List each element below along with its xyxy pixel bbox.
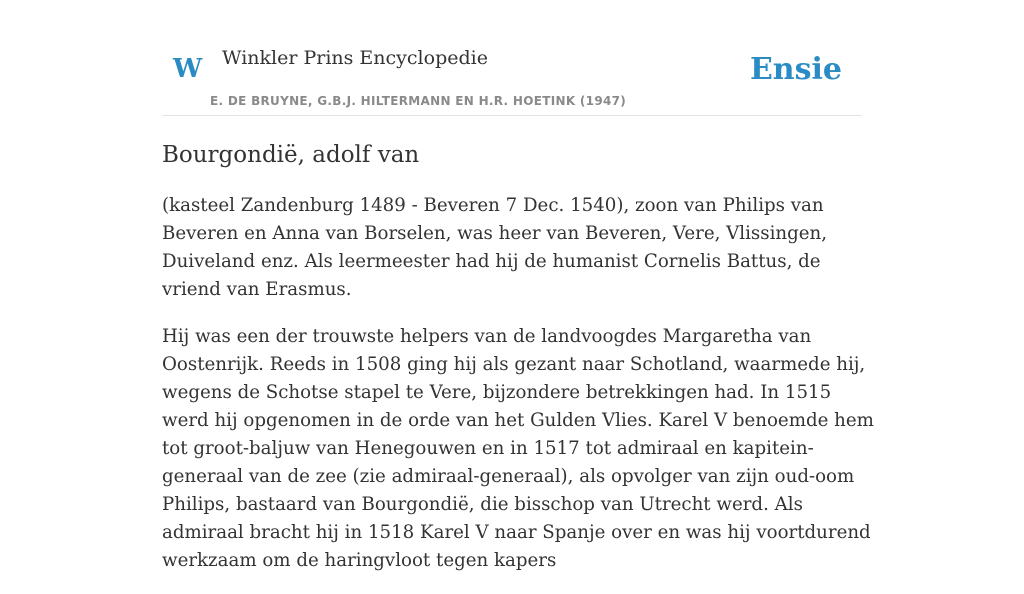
source-header xyxy=(162,0,862,116)
source-logo[interactable]: W xyxy=(173,54,203,84)
article-paragraph: Hij was een der trouwste helpers van de landvoogdes Margaretha van Oostenrijk. Reeds in 1508 ging hij als gezant naar Schotland, waarmede hij, wegens de Schotse stapel te Vere, bijzondere betrekkingen had. In 1515 werd hij opgenomen in de orde van het Gulden Vlies. Karel V benoemde hem tot groot-baljuw van Henegouwen en in 1517 tot admiraal en kapitein-generaal van de zee (zie admiraal-generaal), als opvolger van zijn oud-oom Philips, bastaard van Bourgondië, die bisschop van Utrecht werd. Als admiraal bracht hij in 1518 Karel V naar Spanje over en was hij voortdurend werkzaam om de haringvloot tegen kapers xyxy=(162,326,874,571)
source-title-link[interactable]: Winkler Prins Encyclopedie xyxy=(222,47,488,69)
article-body xyxy=(162,192,882,594)
source-authors: E. DE BRUYNE, G.B.J. HILTERMANN EN H.R. HOETINK (1947) xyxy=(210,94,627,108)
page xyxy=(162,0,874,571)
article-title: Bourgondië, adolf van xyxy=(162,142,420,168)
article-paragraph: (kasteel Zandenburg 1489 - Beveren 7 Dec. 1540), zoon van Philips van Beveren en Anna van Borselen, was heer van Beveren, Vere, Vlissingen, Duiveland enz. Als leermeester had hij de humanist Cornelis Battus, de vriend van Erasmus. xyxy=(162,195,828,300)
ensie-logo[interactable]: Ensie xyxy=(749,52,842,87)
